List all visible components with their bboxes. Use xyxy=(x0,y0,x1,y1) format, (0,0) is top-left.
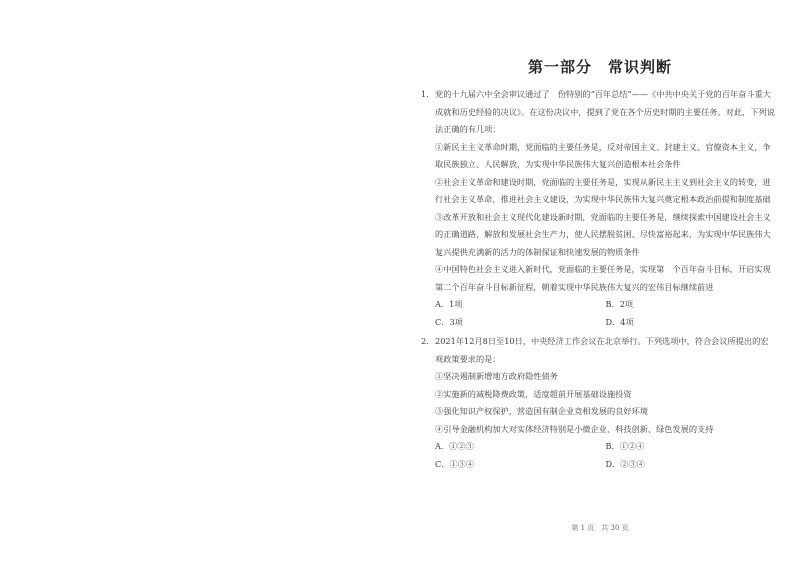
question-2 xyxy=(421,333,776,368)
statement-item: ④中国特色社会主义进入新时代，党面临的主要任务是，实现第 个百年奋斗目标，开启实现第二个百年奋斗目标新征程，朝着实现中华民族伟大复兴的宏伟目标继续前进 xyxy=(435,264,771,292)
statement-item: ④引导金融机构加大对实体经济特别是小微企业、科技创新、绿色发展的支持 xyxy=(435,423,714,434)
question-stem: 2021年12月8日至10日，中央经济工作会议在北京举行。下列选项中，符合会议所提出的宏观政策要求的是： xyxy=(435,336,769,364)
answer-choices xyxy=(435,296,776,331)
statement-item: ①新民主主义革命时期，党面临的主要任务是，反对帝国主义、封建主义、官僚资本主义，争取民族独立、人民解放，为实现中华民族伟大复兴创造根本社会条件 xyxy=(435,141,771,169)
question-number: 2． xyxy=(421,336,435,346)
statement-item: ③强化知识产权保护，营造国有制企业竞相发展的良好环境 xyxy=(435,406,648,416)
choice-a[interactable]: A．①②③ xyxy=(435,441,474,451)
choice-d[interactable]: D．②③④ xyxy=(605,458,645,469)
statement-item: ②社会主义革命和建设时期，党面临的主要任务是，实现从新民主主义到社会主义的转变，进行社会主义革命，推进社会主义建设，为实现中华民族伟大复兴奠定根本政治前提和制度基础 xyxy=(435,176,771,204)
statement-item: ②实施新的减税降费政策，适度超前开展基础设施投资 xyxy=(435,388,632,399)
choice-b[interactable]: B．①②④ xyxy=(605,441,645,451)
choice-c[interactable]: C．3项 xyxy=(435,316,463,327)
question-1 xyxy=(421,86,776,139)
choice-c[interactable]: C．①③④ xyxy=(435,458,475,469)
answer-choices xyxy=(435,438,776,473)
choice-a[interactable]: A．1项 xyxy=(435,299,463,309)
choice-b[interactable]: B．2项 xyxy=(605,299,634,309)
page-footer: 第 1 页 共 30 页 xyxy=(571,524,629,532)
statement-item: ③改革开放和社会主义现代化建设新时期，党面临的主要任务是，继续探索中国建设社会主义的正确道路，解放和发展社会生产力，使人民摆脱贫困、尽快富裕起来，为实现中华民族伟大复兴提供充满新的活力的体制保证和快速发展的物质条件 xyxy=(435,211,771,257)
question-number: 1． xyxy=(421,89,435,99)
choice-d[interactable]: D．4项 xyxy=(605,316,634,327)
statement-item: ①坚决遏制新增地方政府隐性债务 xyxy=(435,371,558,381)
questions-area xyxy=(421,86,776,473)
section-title: 第一部分 常识判断 xyxy=(527,58,672,76)
question-stem: 党的十九届六中全会审议通过了 份特别的“百年总结”——《中共中央关于党的百年奋斗重大成就和历史经验的决议》。在这份决议中，提到了党在各个历史时期的主要任务。对此，下列说法正确的有几项： xyxy=(435,89,775,134)
